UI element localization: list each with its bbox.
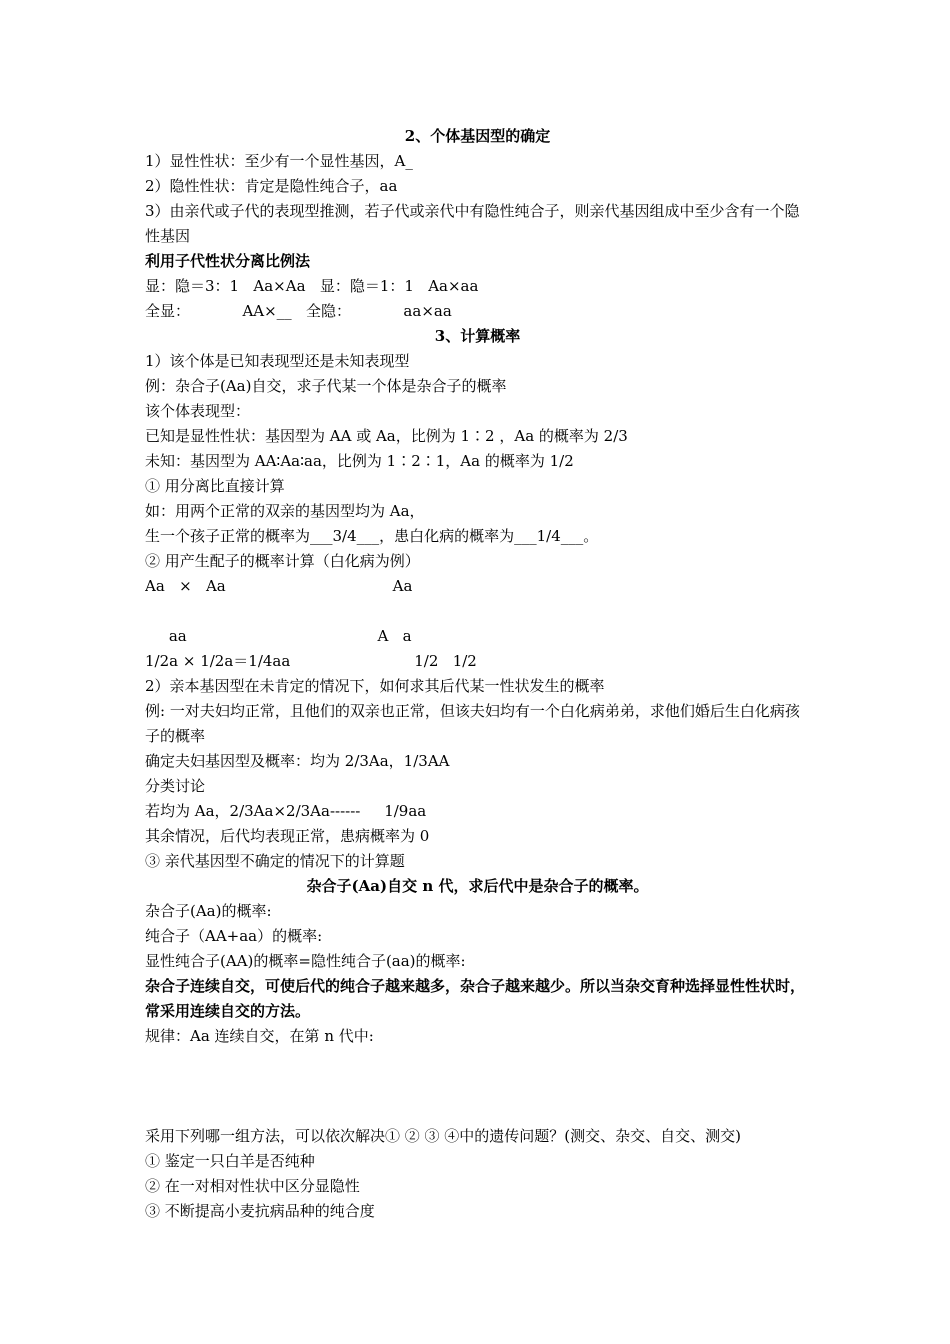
section-heading-genotype: 2、个体基因型的确定 [404,127,551,145]
text-line: 其余情况，后代均表现正常，患病概率为 0 [145,827,430,845]
text-line: 显：隐＝3：1 Aa×Aa 显：隐＝1：1 Aa×aa [145,277,479,295]
text-line: 未知：基因型为 AA∶Aa∶aa，比例为 1∶2∶1，Aa 的概率为 1/2 [145,452,574,470]
option-line: ① 鉴定一只白羊是否纯种 [145,1152,315,1170]
cross-line: Aa × Aa Aa [145,577,413,595]
text-line: 已知是显性性状：基因型为 AA 或 Aa，比例为 1∶2 ，Aa 的概率为 2/3 [145,427,628,445]
option-line: ③ 不断提高小麦抗病品种的纯合度 [145,1202,375,1220]
text-line: 生一个孩子正常的概率为___3/4___，患白化病的概率为___1/4___。 [145,527,599,545]
text-paragraph: 例: 一对夫妇均正常，且他们的双亲也正常，但该夫妇均有一个白化病弟弟，求他们婚后生白化病孩子的概率 [145,702,800,745]
text-line: 2）隐性性状：肯定是隐性纯合子，aa [145,177,398,195]
text-line: 杂合子(Aa)的概率: [145,902,272,920]
text-line: 若均为 Aa，2/3Aa×2/3Aa------ 1/9aa [145,802,427,820]
text-line: 确定夫妇基因型及概率：均为 2/3Aa，1/3AA [145,752,450,770]
text-line: 纯合子（AA+aa）的概率: [145,927,323,945]
blank-line [145,599,810,624]
text-line: 全显： AA×__ 全隐： aa×aa [145,302,452,320]
text-line: 该个体表现型： [145,402,251,420]
text-line: 分类讨论 [145,777,206,795]
option-line: ② 在一对相对性状中区分显隐性 [145,1177,360,1195]
text-line: 如：用两个正常的双亲的基因型均为 Aa， [145,502,425,520]
blank-space [145,1049,810,1124]
text-line: 1）显性性状：至少有一个显性基因，A_ [145,152,413,170]
subheading-ratio-method: 利用子代性状分离比例法 [145,252,311,270]
text-line: 2）亲本基因型在未肯定的情况下，如何求其后代某一性状发生的概率 [145,677,605,695]
question-line: 采用下列哪一组方法，可以依次解决① ② ③ ④中的遗传问题？(测交、杂交、自交、测交) [145,1127,742,1145]
text-line: ③ 亲代基因型不确定的情况下的计算题 [145,852,405,870]
bold-paragraph: 杂合子连续自交，可使后代的纯合子越来越多，杂合子越来越少。所以当杂交育种选择显性性状时，常采用连续自交的方法。 [145,977,806,1020]
section-heading-probability: 3、计算概率 [434,327,521,345]
text-line: 1）该个体是已知表现型还是未知表现型 [145,352,410,370]
text-line: ① 用分离比直接计算 [145,477,285,495]
text-line: 显性纯合子(AA)的概率=隐性纯合子(aa)的概率: [145,952,466,970]
text-line: ② 用产生配子的概率计算（白化病为例） [145,552,420,570]
text-paragraph: 3）由亲代或子代的表现型推测，若子代或亲代中有隐性纯合子，则亲代基因组成中至少含有一个隐性基因 [145,202,800,245]
gamete-probability-line: 1/2a × 1/2a＝1/4aa 1/2 1/2 [145,652,477,670]
text-line: 例：杂合子(Aa)自交，求子代某一个体是杂合子的概率 [145,377,507,395]
text-line: 规律：Aa 连续自交，在第 n 代中: [145,1027,374,1045]
gamete-line: aa A a [145,627,412,645]
document-page [145,124,810,1224]
subheading-self-cross-n: 杂合子(Aa)自交 n 代，求后代中是杂合子的概率。 [306,877,649,895]
